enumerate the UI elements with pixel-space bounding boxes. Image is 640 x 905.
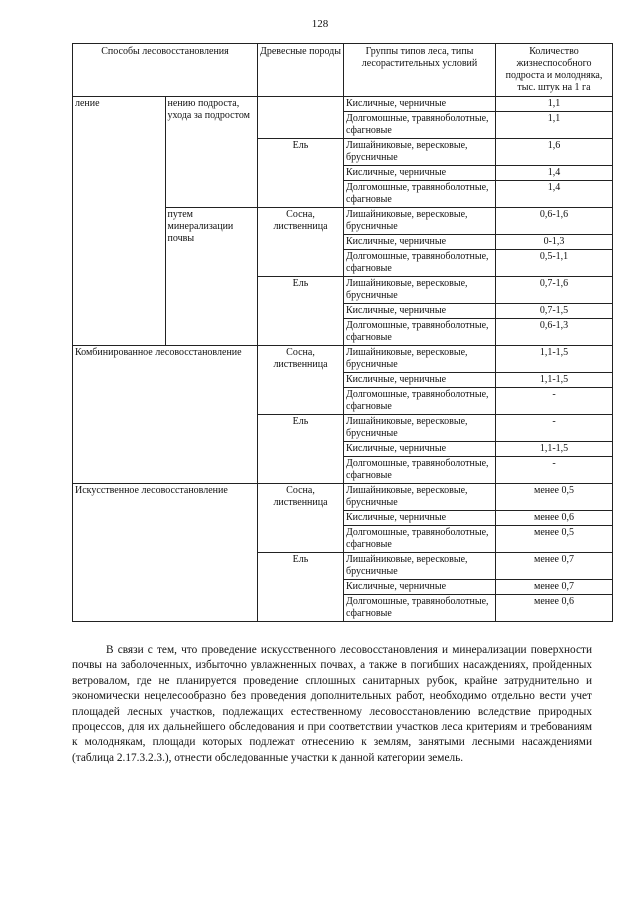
- species-cell: [258, 97, 344, 139]
- header-forest-groups: Группы типов леса, типы лесорастительных условий: [344, 44, 496, 97]
- value-cell: 1,6: [496, 139, 613, 166]
- value-cell: 1,4: [496, 181, 613, 208]
- species-cell: Ель: [258, 415, 344, 484]
- method-combined: Комбинированное лесовосстановление: [73, 346, 258, 484]
- group-cell: Кисличные, черничные: [344, 304, 496, 319]
- value-cell: менее 0,7: [496, 580, 613, 595]
- group-cell: Долгомошные, травяноболотные, сфагновые: [344, 595, 496, 622]
- species-cell: Ель: [258, 277, 344, 346]
- value-cell: менее 0,5: [496, 484, 613, 511]
- group-cell: Кисличные, черничные: [344, 442, 496, 457]
- group-cell: Кисличные, черничные: [344, 235, 496, 250]
- group-cell: Лишайниковые, вересковые, брусничные: [344, 346, 496, 373]
- value-cell: 0,6-1,6: [496, 208, 613, 235]
- submethod-promotion: нению подроста, ухода за подростом: [165, 97, 258, 208]
- value-cell: менее 0,7: [496, 553, 613, 580]
- group-cell: Долгомошные, травяноболотные, сфагновые: [344, 250, 496, 277]
- value-cell: 1,1-1,5: [496, 346, 613, 373]
- value-cell: 1,4: [496, 166, 613, 181]
- header-methods: Способы лесовосстановления: [73, 44, 258, 97]
- species-cell: Сосна, лиственница: [258, 346, 344, 415]
- group-cell: Долгомошные, травяноболотные, сфагновые: [344, 457, 496, 484]
- value-cell: -: [496, 457, 613, 484]
- body-paragraph: В связи с тем, что проведение искусственного лесовосстановления и минерализации поверхности почвы на заболоченных, избыточно увлажненных почвах, а также в погибших насаждениях, пройденных ветровалом, где не планируется проведение сплошных санитарных рубок, крайне затруднительно и экономически нецелесообразно без проведения дополнительных работ, необходимо отдельно вести учет площадей лесных участков, подлежащих естественному лесовосстановлению вследствие природных процессов, для их дальнейшего обследования и при соответствии участков леса критериям и требованиям к молоднякам, площади которых подлежат отнесению к землям, занятыми лесными насаждениями (таблица 2.17.3.2.3.), отнести обследованные участки к данной категории земель.: [72, 644, 592, 764]
- page-number: 128: [311, 18, 329, 30]
- group-cell: Лишайниковые, вересковые, брусничные: [344, 139, 496, 166]
- species-cell: Сосна, лиственница: [258, 208, 344, 277]
- group-cell: Лишайниковые, вересковые, брусничные: [344, 415, 496, 442]
- value-cell: менее 0,5: [496, 526, 613, 553]
- value-cell: -: [496, 388, 613, 415]
- value-cell: 1,1-1,5: [496, 373, 613, 388]
- species-cell: Ель: [258, 139, 344, 208]
- group-cell: Кисличные, черничные: [344, 580, 496, 595]
- group-cell: Лишайниковые, вересковые, брусничные: [344, 553, 496, 580]
- table-row: [73, 346, 613, 373]
- value-cell: 1,1-1,5: [496, 442, 613, 457]
- group-cell: Кисличные, черничные: [344, 511, 496, 526]
- value-cell: 1,1: [496, 97, 613, 112]
- species-cell: Ель: [258, 553, 344, 622]
- species-cell: Сосна, лиственница: [258, 484, 344, 553]
- reforestation-table: [72, 43, 613, 622]
- group-cell: Лишайниковые, вересковые, брусничные: [344, 208, 496, 235]
- value-cell: -: [496, 415, 613, 442]
- header-species: Древесные породы: [258, 44, 344, 97]
- method-artificial: Искусственное лесовосстановление: [73, 484, 258, 622]
- table-row: [73, 484, 613, 511]
- group-cell: Кисличные, черничные: [344, 373, 496, 388]
- group-cell: Долгомошные, травяноболотные, сфагновые: [344, 319, 496, 346]
- value-cell: 1,1: [496, 112, 613, 139]
- value-cell: менее 0,6: [496, 595, 613, 622]
- group-cell: Лишайниковые, вересковые, брусничные: [344, 484, 496, 511]
- value-cell: 0-1,3: [496, 235, 613, 250]
- group-cell: Долгомошные, травяноболотные, сфагновые: [344, 526, 496, 553]
- group-cell: Кисличные, черничные: [344, 166, 496, 181]
- value-cell: 0,7-1,5: [496, 304, 613, 319]
- value-cell: менее 0,6: [496, 511, 613, 526]
- submethod-mineralization: путем минерализации почвы: [165, 208, 258, 346]
- table-row: [73, 97, 613, 112]
- table-header-row: [73, 44, 613, 97]
- header-count: Количество жизнеспособного подроста и молодняка, тыс. штук на 1 га: [496, 44, 613, 97]
- group-cell: Долгомошные, травяноболотные, сфагновые: [344, 388, 496, 415]
- group-cell: Кисличные, черничные: [344, 97, 496, 112]
- value-cell: 0,5-1,1: [496, 250, 613, 277]
- group-cell: Долгомошные, травяноболотные, сфагновые: [344, 181, 496, 208]
- value-cell: 0,6-1,3: [496, 319, 613, 346]
- method-natural: ление: [73, 97, 166, 346]
- group-cell: Лишайниковые, вересковые, брусничные: [344, 277, 496, 304]
- group-cell: Долгомошные, травяноболотные, сфагновые: [344, 112, 496, 139]
- value-cell: 0,7-1,6: [496, 277, 613, 304]
